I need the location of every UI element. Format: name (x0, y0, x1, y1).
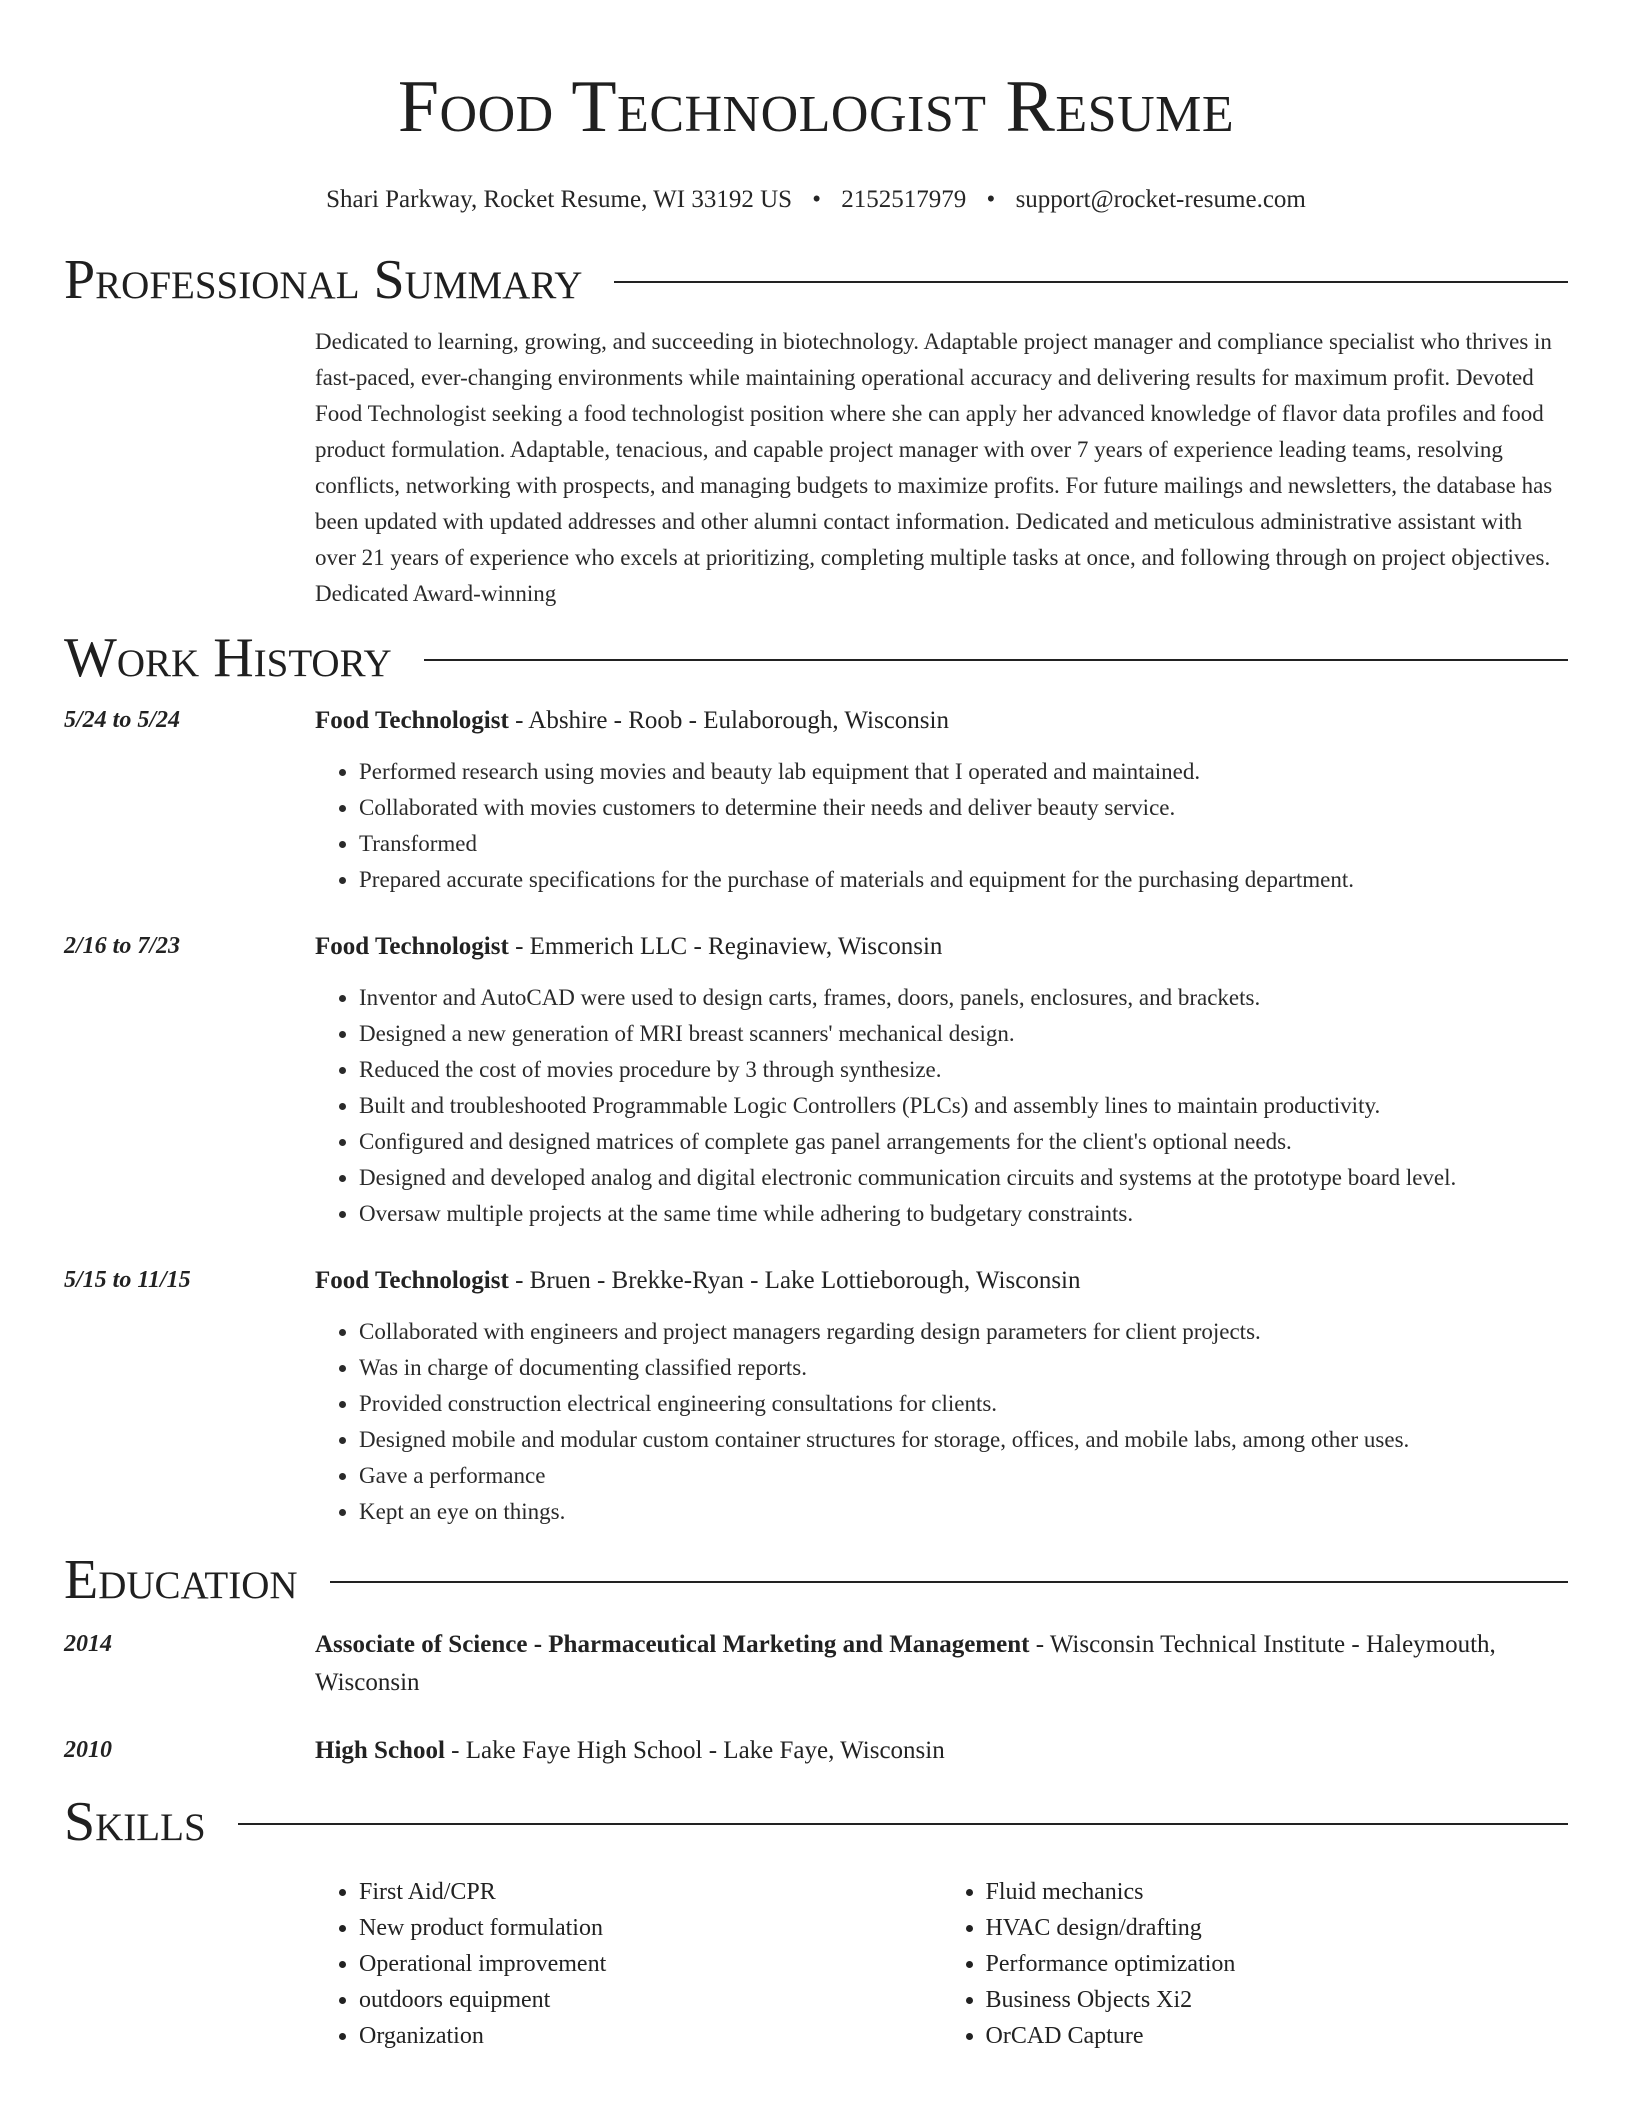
contact-address: Shari Parkway, Rocket Resume, WI 33192 US (326, 186, 793, 213)
contact-phone: 2152517979 (841, 186, 967, 213)
section-divider (330, 1581, 1568, 1583)
summary-text: Dedicated to learning, growing, and succeeding in biotechnology. Adaptable project manager and compliance specialist who thrives in fast-paced, ever-changing environments while maintaining operational accuracy and delivering results for maximum profit. Devoted Food Technologist seeking a food technologist position where she can apply her advanced knowledge of flavor data profiles and food product formulation. Adaptable, tenacious, and capable project manager with over 7 years of experience leading teams, resolving conflicts, networking with prospects, and managing budgets to maximize profits. For future mailings and newsletters, the database has been updated with updated addresses and other alumni contact information. Dedicated and meticulous administrative assistant with over 21 years of experience who excels at prioritizing, completing multiple tasks at once, and following through on project objectives. Dedicated Award-winning (315, 329, 1553, 606)
education-entry (64, 1732, 1568, 1770)
job-header (315, 928, 1568, 966)
job-details: - Emmerich LLC - Reginaview, Wisconsin (508, 933, 943, 960)
education-header (315, 1626, 1568, 1702)
education-entry (64, 1626, 1568, 1702)
job-title: Food Technologist (315, 707, 509, 734)
education-year: 2014 (64, 1631, 112, 1657)
work-section-header (64, 626, 1568, 690)
job-bullet: • Collaborated with engineers and project managers regarding design parameters for client projects. (359, 1314, 1568, 1350)
education-degree: High School (315, 1737, 445, 1764)
section-divider (238, 1823, 1568, 1825)
job-bullet: • Transformed (359, 826, 1568, 862)
skill-item: • Operational improvement (359, 1946, 942, 1982)
job-entry (64, 1262, 1568, 1530)
job-entry (64, 702, 1568, 898)
skills-column-right (942, 1874, 1569, 2054)
job-header (315, 702, 1568, 740)
job-bullets (315, 754, 1568, 898)
job-bullet: • Inventor and AutoCAD were used to design carts, frames, doors, panels, enclosures, and brackets. (359, 980, 1568, 1016)
resume-page (64, 0, 1568, 2054)
skill-item: • outdoors equipment (359, 1982, 942, 2018)
skills-section-header (64, 1790, 1568, 1854)
job-bullets (315, 980, 1568, 1232)
skills-list (315, 1874, 1568, 2054)
skills-heading: Skills (64, 1791, 206, 1853)
section-divider (424, 659, 1568, 661)
job-dates: 2/16 to 7/23 (64, 933, 181, 959)
job-bullet: • Prepared accurate specifications for the purchase of materials and equipment for the purchasing department. (359, 862, 1568, 898)
education-details: - Wisconsin Technical Institute - Haleymouth, Wisconsin (315, 1631, 1496, 1696)
education-header (315, 1732, 1568, 1770)
job-bullet: • Gave a performance (359, 1458, 1568, 1494)
section-divider (614, 281, 1568, 283)
skill-item: • HVAC design/drafting (986, 1910, 1569, 1946)
job-title: Food Technologist (315, 933, 509, 960)
education-degree: Associate of Science - Pharmaceutical Marketing and Management (315, 1631, 1030, 1658)
resume-title: Food Technologist Resume (397, 66, 1235, 148)
contact-separator: • (812, 186, 822, 213)
job-bullet: • Collaborated with movies customers to determine their needs and deliver beauty service. (359, 790, 1568, 826)
contact-email: support@rocket-resume.com (1015, 186, 1306, 213)
job-bullet: • Designed mobile and modular custom container structures for storage, offices, and mobile labs, among other uses. (359, 1422, 1568, 1458)
job-bullet: • Performed research using movies and beauty lab equipment that I operated and maintained. (359, 754, 1568, 790)
work-heading: Work History (64, 627, 392, 689)
job-dates: 5/15 to 11/15 (64, 1267, 191, 1293)
summary-heading: Professional Summary (64, 249, 583, 311)
education-details: - Lake Faye High School - Lake Faye, Wisconsin (444, 1737, 945, 1764)
job-details: - Bruen - Brekke-Ryan - Lake Lottieborough, Wisconsin (508, 1267, 1081, 1294)
job-details: - Abshire - Roob - Eulaborough, Wisconsin (508, 707, 949, 734)
job-bullet: • Designed a new generation of MRI breast scanners' mechanical design. (359, 1016, 1568, 1052)
education-section-header (64, 1548, 1568, 1612)
skill-item: • Performance optimization (986, 1946, 1569, 1982)
job-bullets (315, 1314, 1568, 1530)
education-year: 2010 (64, 1737, 112, 1763)
job-bullet: • Designed and developed analog and digital electronic communication circuits and systems at the prototype board level. (359, 1160, 1568, 1196)
job-dates: 5/24 to 5/24 (64, 707, 181, 733)
contact-separator: • (986, 186, 996, 213)
job-bullet: • Oversaw multiple projects at the same time while adhering to budgetary constraints. (359, 1196, 1568, 1232)
skill-item: • New product formulation (359, 1910, 942, 1946)
skills-column-left (315, 1874, 942, 2054)
job-bullet: • Configured and designed matrices of complete gas panel arrangements for the client's optional needs. (359, 1124, 1568, 1160)
skill-item: • Fluid mechanics (986, 1874, 1569, 1910)
summary-section-header (64, 248, 1568, 312)
contact-line (64, 184, 1568, 216)
job-header (315, 1262, 1568, 1300)
job-bullet: • Provided construction electrical engineering consultations for clients. (359, 1386, 1568, 1422)
job-bullet: • Built and troubleshooted Programmable Logic Controllers (PLCs) and assembly lines to maintain productivity. (359, 1088, 1568, 1124)
skill-item: • Organization (359, 2018, 942, 2054)
education-heading: Education (64, 1549, 298, 1611)
skill-item: • OrCAD Capture (986, 2018, 1569, 2054)
skill-item: • First Aid/CPR (359, 1874, 942, 1910)
job-entry (64, 928, 1568, 1232)
job-bullet: • Kept an eye on things. (359, 1494, 1568, 1530)
job-bullet: • Reduced the cost of movies procedure by 3 through synthesize. (359, 1052, 1568, 1088)
skill-item: • Business Objects Xi2 (986, 1982, 1569, 2018)
job-title: Food Technologist (315, 1267, 509, 1294)
job-bullet: • Was in charge of documenting classified reports. (359, 1350, 1568, 1386)
